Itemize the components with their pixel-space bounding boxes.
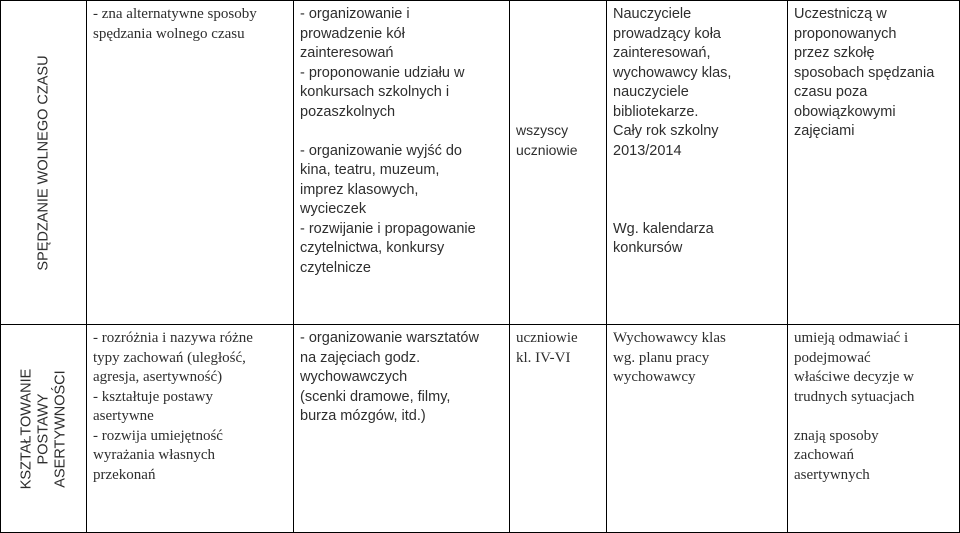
responsible-line: wychowawcy klas, — [613, 64, 732, 81]
participant-line: wszyscy — [516, 122, 569, 138]
goals-cell — [87, 325, 294, 533]
goal-line: asertywne — [93, 408, 154, 424]
outcome-line: umieją odmawiać i — [794, 330, 909, 346]
activity-line: burza mózgów, itd.) — [300, 408, 426, 424]
responsible-line: prowadzący koła — [613, 25, 721, 42]
goals-cell — [87, 1, 294, 325]
table-row-assertiveness — [1, 325, 960, 533]
outcome-line: asertywnych — [794, 466, 870, 483]
responsible-line: Wg. kalendarza — [613, 220, 714, 237]
outcome-line: czasu poza — [794, 84, 868, 100]
responsible-line: Wychowawcy klas — [613, 330, 726, 346]
paragraph-gap — [613, 200, 781, 220]
goal-line: wyrażania własnych — [93, 447, 216, 463]
activity-line: wychowawczych — [300, 369, 408, 385]
responsible-line: Nauczyciele — [613, 6, 692, 22]
activity-line: - organizowanie wyjść do — [300, 142, 462, 159]
outcomes-cell — [788, 1, 960, 325]
outcome-line: sposobach spędzania — [794, 64, 935, 81]
paragraph-gap — [300, 122, 503, 142]
section-label-text: KSZTAŁTOWANIE POSTAWY ASERTYWNOŚCI — [18, 368, 68, 489]
outcome-line: zajęciami — [794, 123, 855, 139]
goal-line: spędzania wolnego czasu — [93, 25, 245, 42]
participants-cell — [510, 325, 607, 533]
responsible-line: Cały rok szkolny — [613, 123, 719, 139]
goal-line: typy zachowań (uległość, — [93, 349, 246, 366]
activity-line: - organizowanie warsztatów — [300, 330, 479, 346]
activity-line: czytelnictwa, konkursy — [300, 240, 445, 256]
outcome-line: znają sposoby — [794, 427, 879, 444]
paragraph-gap — [613, 161, 781, 181]
table-row-free-time — [1, 1, 960, 325]
section-label-free-time — [1, 1, 87, 325]
section-label-text: SPĘDZANIE WOLNEGO CZASU — [35, 54, 51, 271]
responsible-line: bibliotekarze. — [613, 103, 699, 120]
activity-line: - proponowanie udziału w — [300, 64, 465, 81]
outcome-line: zachowań — [794, 447, 854, 463]
section-label-assertiveness — [1, 325, 87, 533]
activity-line: (scenki dramowe, filmy, — [300, 388, 451, 405]
outcome-line: obowiązkowymi — [794, 103, 896, 120]
responsible-line: wychowawcy — [613, 369, 696, 385]
responsible-line: konkursów — [613, 240, 683, 256]
activity-line: zainteresowań — [300, 45, 394, 61]
goal-line: - rozróżnia i nazywa różne — [93, 330, 253, 346]
outcome-line: proponowanych — [794, 25, 897, 42]
goal-line: agresja, asertywność) — [93, 369, 223, 385]
responsible-line: zainteresowań, — [613, 45, 711, 61]
activity-line: - rozwijanie i propagowanie — [300, 220, 476, 237]
responsible-line: nauczyciele — [613, 84, 689, 100]
goal-line: - rozwija umiejętność — [93, 427, 223, 444]
activity-line: - organizowanie i — [300, 6, 410, 22]
goal-line: przekonań — [93, 466, 156, 483]
paragraph-gap — [613, 181, 781, 201]
participants-cell — [510, 1, 607, 325]
activity-line: kina, teatru, muzeum, — [300, 162, 440, 178]
outcome-line: właściwe decyzje w — [794, 369, 914, 385]
responsible-cell — [607, 1, 788, 325]
outcome-line: podejmować — [794, 349, 871, 366]
paragraph-gap — [794, 407, 953, 427]
activity-line: pozaszkolnych — [300, 103, 396, 120]
activity-line: wycieczek — [300, 201, 367, 217]
participant-line: kl. IV-VI — [516, 349, 571, 366]
responsible-cell — [607, 325, 788, 533]
activity-line: na zajęciach godz. — [300, 349, 421, 366]
participant-line: uczniowie — [516, 141, 578, 158]
outcome-line: trudnych sytuacjach — [794, 388, 915, 405]
outcome-line: Uczestniczą w — [794, 6, 887, 22]
activity-line: imprez klasowych, — [300, 181, 419, 198]
activity-line: konkursach szkolnych i — [300, 84, 450, 100]
participant-line: uczniowie — [516, 330, 578, 346]
goal-line: - zna alternatywne sposoby — [93, 6, 257, 22]
activity-line: czytelnicze — [300, 259, 371, 276]
outcomes-cell — [788, 325, 960, 533]
activity-line: prowadzenie kół — [300, 25, 405, 42]
responsible-line: 2013/2014 — [613, 142, 682, 159]
activities-cell — [294, 325, 510, 533]
responsible-line: wg. planu pracy — [613, 349, 710, 366]
outcome-line: przez szkołę — [794, 45, 875, 61]
goal-line: - kształtuje postawy — [93, 388, 213, 405]
activities-cell — [294, 1, 510, 325]
